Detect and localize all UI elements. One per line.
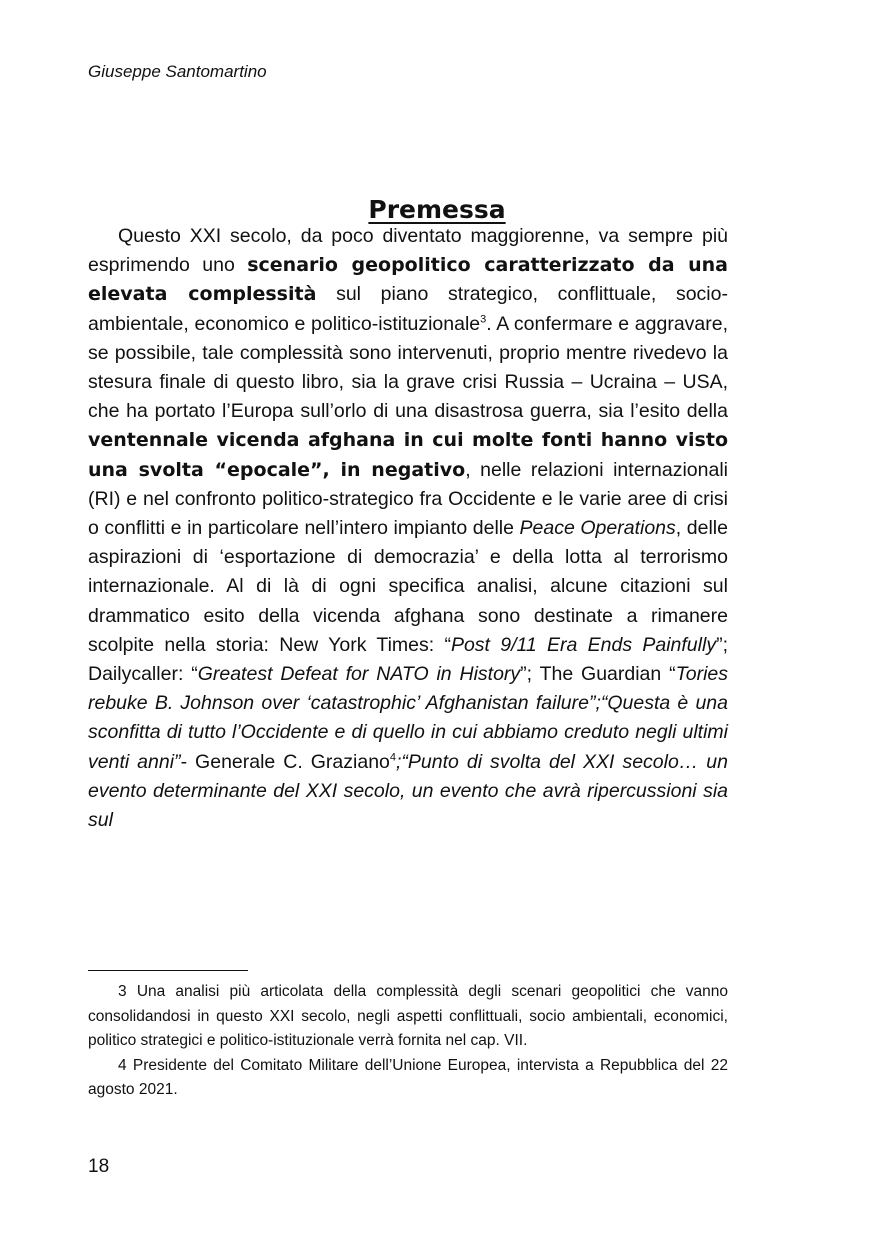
italic-peace-operations: Peace Operations <box>519 517 676 540</box>
body-text-3: . A confermare e aggravare, se possibile, tale complessità sono intervenuti, proprio mentre rivedevo la stesura finale di questo libro, sia la grave crisi Russia – Ucraina – USA, che ha portato l’Europa sull’orlo di una disastrosa guerra, sia l’esito della <box>88 312 729 423</box>
footnote-ref-4: 4 <box>389 751 397 764</box>
body-paragraph <box>88 222 728 835</box>
body-text-6: ”; Dailycaller: “ <box>88 633 728 686</box>
footnote-number: 3 <box>118 983 127 1000</box>
body-text-7: ”; The Guardian “ <box>520 663 676 686</box>
page-number: 18 <box>88 1156 110 1177</box>
footnote-3 <box>88 980 728 1054</box>
footnote-text: Presidente del Comitato Militare dell’Unione Europea, intervista a Repubblica del 22 agosto 2021. <box>88 1056 728 1098</box>
footnote-number: 4 <box>118 1056 127 1074</box>
body-text-5: , delle aspirazioni di ‘esportazione di democrazia’ e della lotta al terrorismo internazionale. Al di là di ogni specifica analisi, alcune citazioni sul drammatico esito della vicenda afghana sono destinate a rimanere scolpite nella storia: New York Times: “ <box>88 517 728 656</box>
footnote-ref-3: 3 <box>480 313 487 326</box>
footnote-4 <box>88 1054 728 1103</box>
footnotes <box>88 980 728 1103</box>
running-head-author: Giuseppe Santomartino <box>88 62 267 81</box>
quote-nyt: Post 9/11 Era Ends Painfully <box>450 633 717 656</box>
body-text-4: , nelle relazioni internazionali (RI) e nel confronto politico-strategico fra Occidente e le varie aree di crisi o conflitti e in particolare nell’intero impianto delle <box>88 458 728 540</box>
footnote-text: Una analisi più articolata della complessità degli scenari geopolitici che vanno consolidandosi in questo XXI secolo, negli aspetti conflittuali, socio ambientali, economici, politico strategici e politico-istituzionale verrà fornita nel cap. VII. <box>88 983 728 1049</box>
body-text-8: - Generale C. Graziano <box>180 750 390 773</box>
quote-guardian: Tories rebuke B. Johnson over ‘catastrophic’ Afghanistan failure”;“Questa è una sconfitta di tutto l’Occidente e di quello in cui abbiamo creduto negli ultimi venti anni” <box>88 663 728 773</box>
footnote-separator <box>88 970 248 971</box>
bold-phrase-1: scenario geopolitico caratterizzato da una elevata complessità <box>88 254 728 306</box>
section-title: Premessa <box>368 194 506 224</box>
quote-final: ;“Punto di svolta del XXI secolo… un evento determinante del XXI secolo, un evento che avrà ripercussioni sia sul <box>88 750 728 832</box>
body-text-2: sul piano strategico, conflittuale, socio-ambientale, economico e politico-istituzionale <box>88 283 728 335</box>
bold-phrase-2: ventennale vicenda afghana in cui molte fonti hanno visto una svolta “epocale”, in negativo <box>88 429 728 481</box>
quote-dailycaller: Greatest Defeat for NATO in History <box>197 663 521 686</box>
body-text-1: Questo XXI secolo, da poco diventato maggiorenne, va sempre più esprimendo uno <box>88 225 728 277</box>
